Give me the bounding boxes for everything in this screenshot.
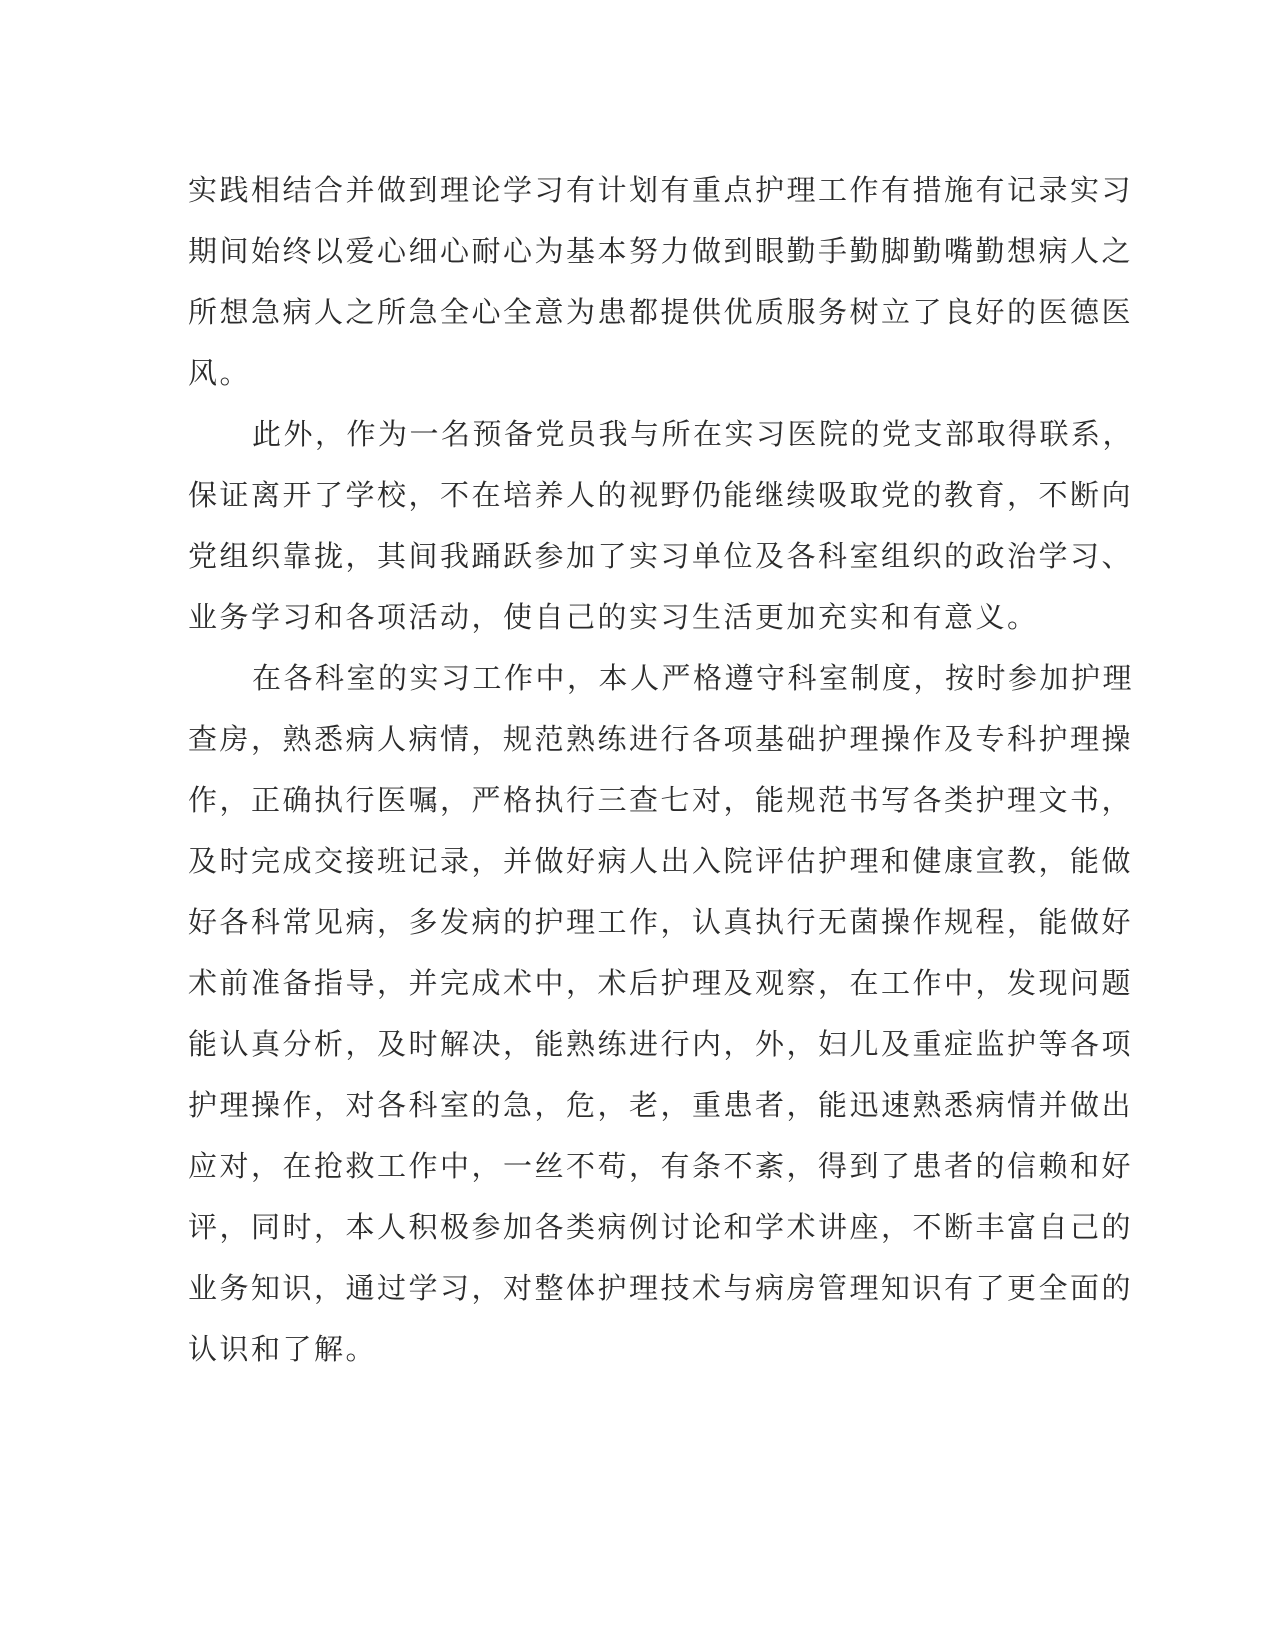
text-line: 在各科室的实习工作中，本人严格遵守科室制度，按时参加护理 xyxy=(252,661,1135,695)
text-line: 认识和了解。 xyxy=(188,1332,378,1366)
text-line: 应对，在抢救工作中，一丝不苟，有条不紊，得到了患者的信赖和好 xyxy=(188,1149,1134,1183)
text-line: 及时完成交接班记录，并做好病人出入院评估护理和健康宣教，能做 xyxy=(188,844,1134,878)
text-line: 作，正确执行医嘱，严格执行三查七对，能规范书写各类护理文书， xyxy=(188,783,1134,817)
text-line: 期间始终以爱心细心耐心为基本努力做到眼勤手勤脚勤嘴勤想病人之 xyxy=(188,234,1134,268)
document-body xyxy=(188,160,1135,1380)
text-line: 保证离开了学校，不在培养人的视野仍能继续吸取党的教育，不断向 xyxy=(188,478,1134,512)
text-line: 党组织靠拢，其间我踊跃参加了实习单位及各科室组织的政治学习、 xyxy=(188,539,1134,573)
text-line: 术前准备指导，并完成术中，术后护理及观察，在工作中，发现问题 xyxy=(188,966,1134,1000)
text-line: 风。 xyxy=(188,356,252,390)
text-line: 此外，作为一名预备党员我与所在实习医院的党支部取得联系， xyxy=(252,417,1135,451)
text-line: 评，同时，本人积极参加各类病例讨论和学术讲座，不断丰富自己的 xyxy=(188,1210,1134,1244)
text-line: 护理操作，对各科室的急，危，老，重患者，能迅速熟悉病情并做出 xyxy=(188,1088,1134,1122)
text-line: 业务学习和各项活动，使自己的实习生活更加充实和有意义。 xyxy=(188,600,1039,634)
text-line: 好各科常见病，多发病的护理工作，认真执行无菌操作规程，能做好 xyxy=(188,905,1134,939)
text-line: 业务知识，通过学习，对整体护理技术与病房管理知识有了更全面的 xyxy=(188,1271,1134,1305)
paragraph-2 xyxy=(188,404,1135,648)
text-line: 能认真分析，及时解决，能熟练进行内，外，妇儿及重症监护等各项 xyxy=(188,1027,1134,1061)
paragraph-1 xyxy=(188,160,1134,404)
text-line: 实践相结合并做到理论学习有计划有重点护理工作有措施有记录实习 xyxy=(188,173,1134,207)
text-line: 所想急病人之所急全心全意为患都提供优质服务树立了良好的医德医 xyxy=(188,295,1134,329)
text-line: 查房，熟悉病人病情，规范熟练进行各项基础护理操作及专科护理操 xyxy=(188,722,1134,756)
paragraph-3 xyxy=(188,648,1135,1380)
